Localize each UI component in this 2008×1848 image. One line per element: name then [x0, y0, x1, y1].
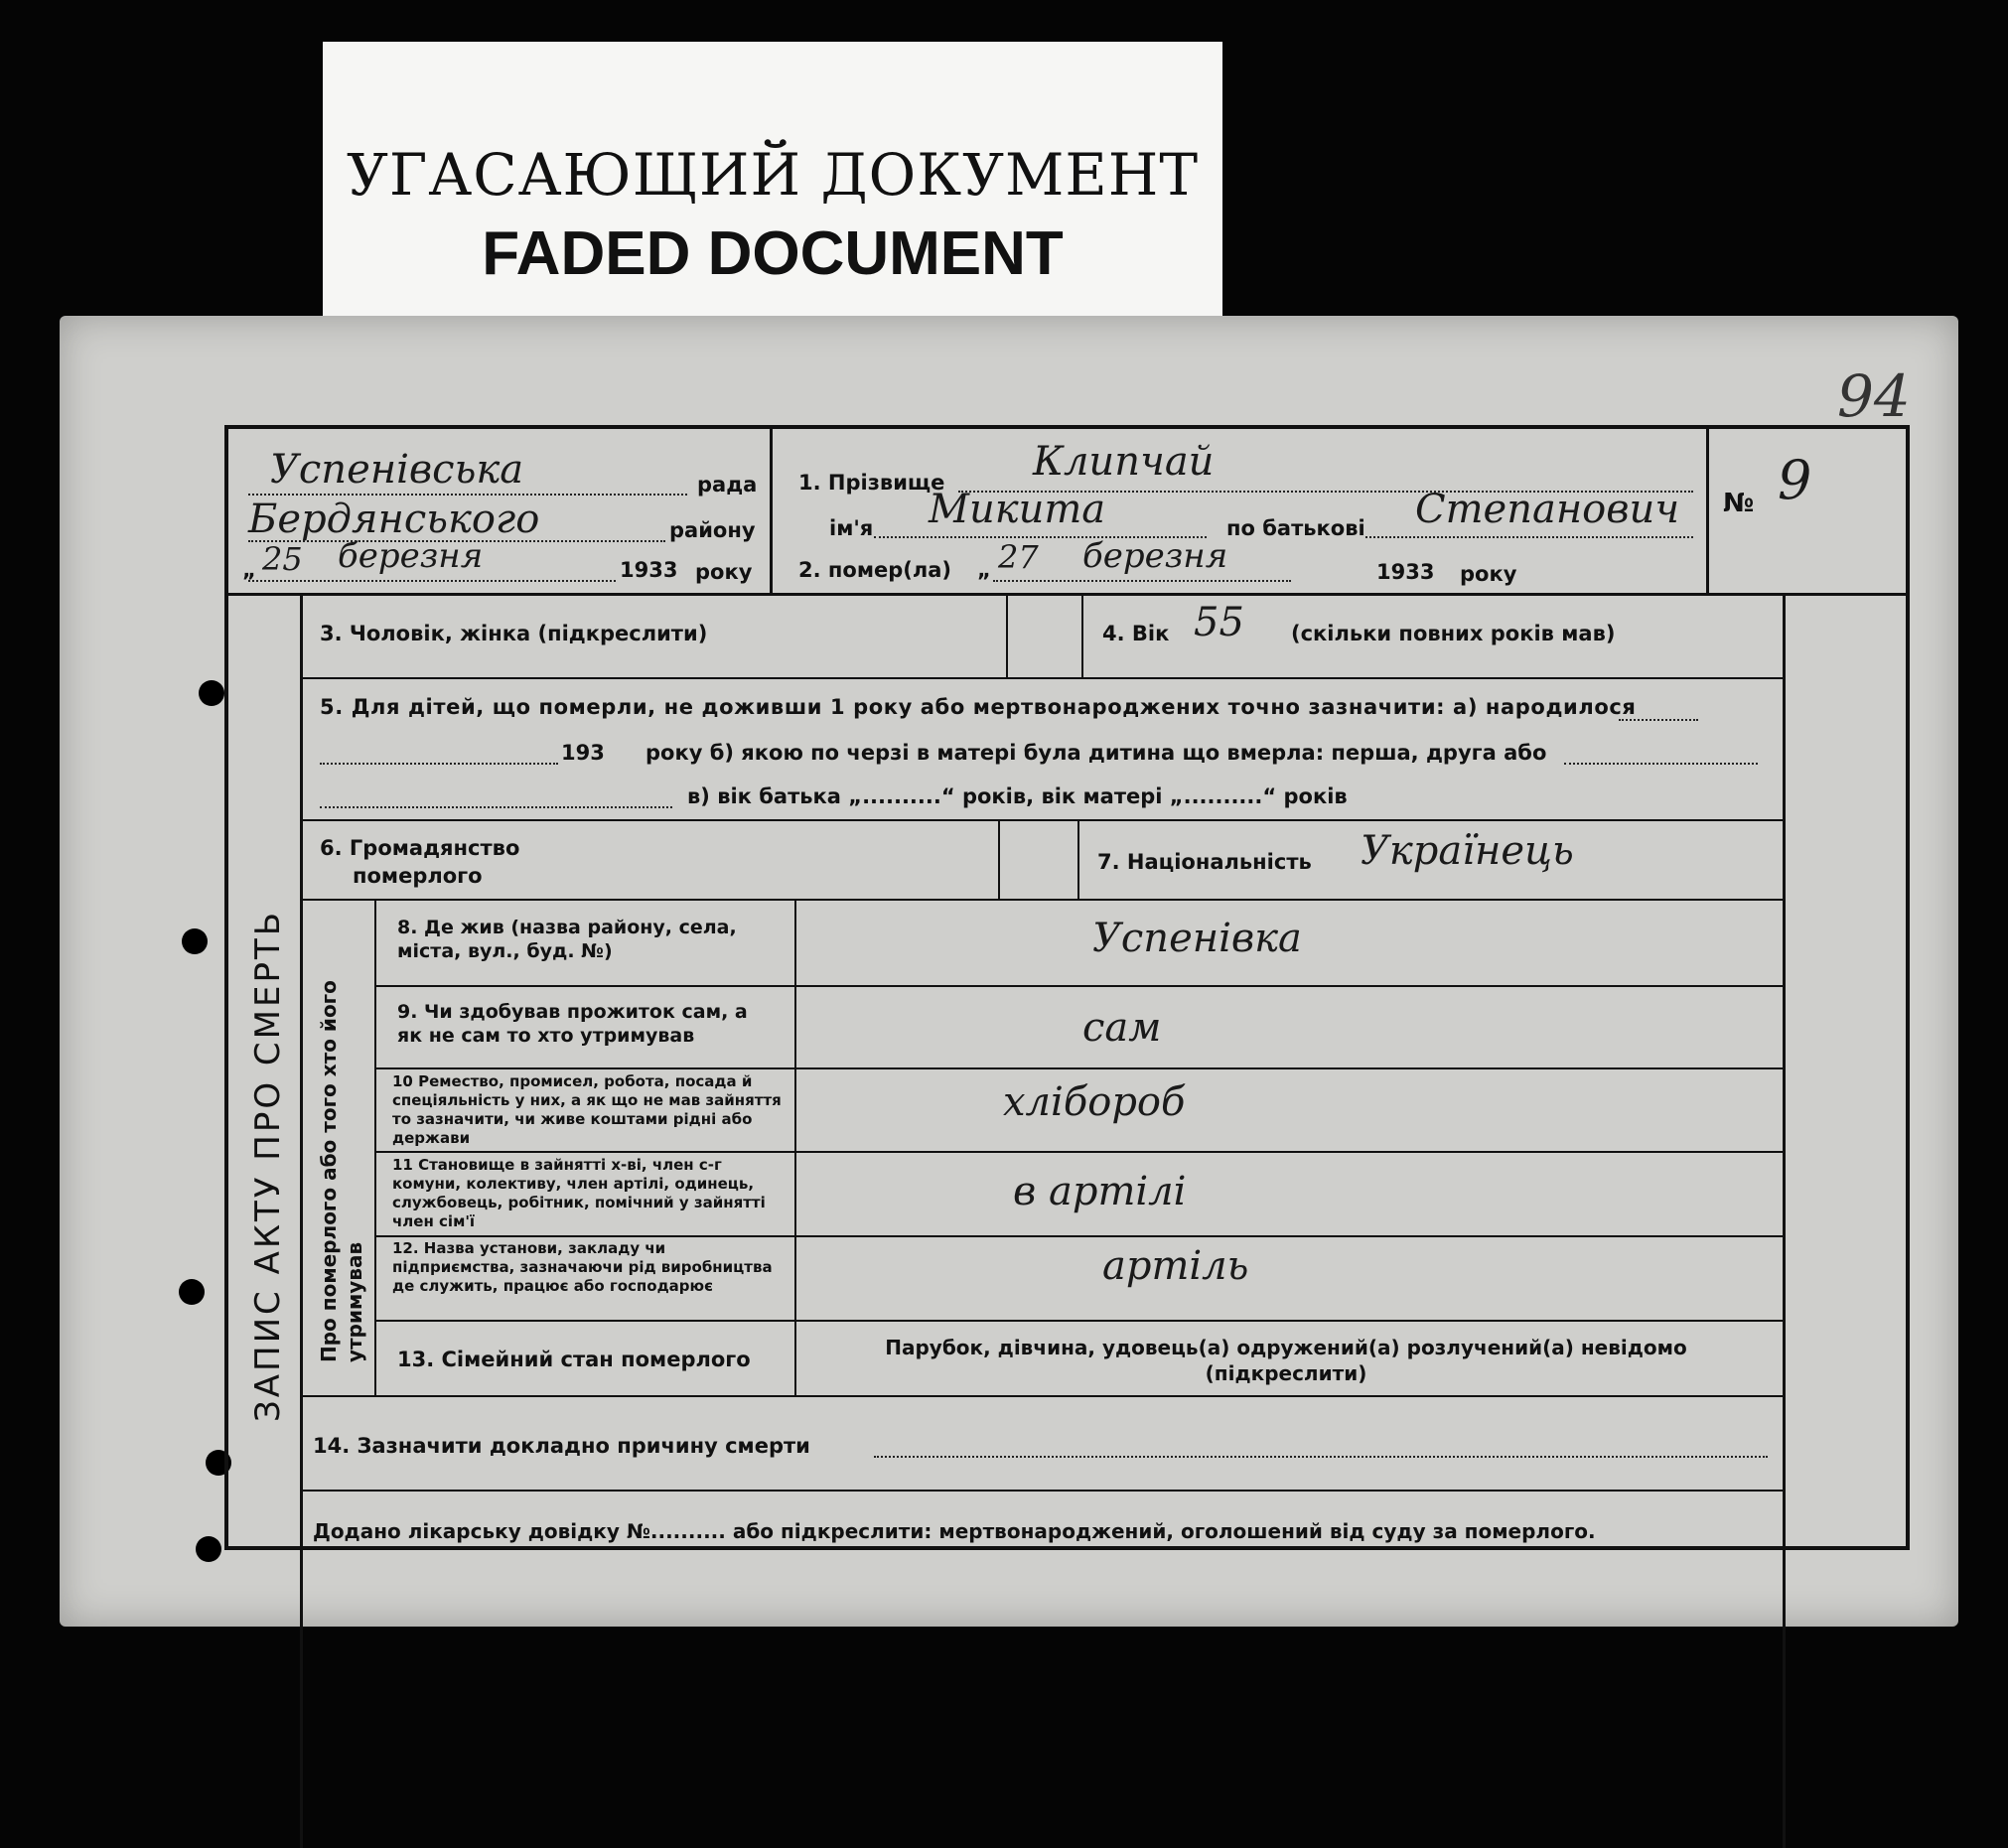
rayon-value: Бердянського — [248, 497, 540, 542]
death-open-quote: „ — [977, 558, 991, 582]
punch-hole — [182, 928, 208, 954]
patronymic-value: Степанович — [1415, 487, 1680, 532]
surname-label: 1. Прізвище — [798, 471, 945, 495]
footer-note: Додано лікарську довідку №.......... або підкреслити: мертвонароджений, оголошений від суду за померлого. — [313, 1519, 1596, 1543]
death-month: березня — [1082, 536, 1228, 576]
punch-hole — [179, 1279, 205, 1305]
field-9-label: 9. Чи здобував прожиток сам, а як не сам то хто утримував — [397, 1001, 748, 1047]
record-number-label: № — [1723, 489, 1755, 518]
date-day: 25 — [262, 540, 303, 578]
field-9-value: сам — [1082, 1005, 1162, 1051]
punch-hole — [199, 680, 224, 706]
date-month: березня — [338, 536, 484, 576]
punch-hole — [196, 1536, 221, 1562]
field-12-label: 12. Назва установи, закладу чи підприємства, зазначаючи рід виробництва де служить, працює або господарює — [392, 1239, 773, 1295]
rada-value: Успенівська — [270, 447, 524, 493]
death-year: 1933 — [1376, 560, 1435, 584]
field-12-value: артіль — [1102, 1243, 1249, 1289]
stamp-text-ru: УГАСАЮЩИЙ ДОКУМЕНТ — [346, 141, 1200, 209]
field-5-line3: в) вік батька „..........“ років, вік матері „..........“ років — [687, 784, 1348, 808]
field-4-age-value: 55 — [1194, 600, 1244, 645]
field-10-value: хлібороб — [1003, 1079, 1186, 1125]
field-5-line2: року б) якою по черзі в матері була дитина що вмерла: перша, друга або — [645, 741, 1547, 765]
side-group-label: Про померлого або того хто його утримував — [317, 980, 366, 1362]
death-record-form — [224, 425, 1910, 1550]
field-14-cause: 14. Зазначити докладно причину смерти — [313, 1434, 810, 1458]
faded-document-stamp — [323, 42, 1222, 318]
date-rik: року — [695, 560, 753, 584]
name-label: ім'я — [829, 516, 874, 540]
rada-label: рада — [697, 473, 758, 497]
folio-number: 94 — [1837, 362, 1911, 430]
death-rik: року — [1460, 562, 1517, 586]
name-value: Микита — [929, 487, 1106, 532]
field-3-sex: 3. Чоловік, жінка (підкреслити) — [320, 622, 708, 645]
record-number-value: 9 — [1778, 449, 1812, 511]
field-5-line1: 5. Для дітей, що померли, не доживши 1 року або мертвонароджених точно зазначити: а) народилося — [320, 695, 1637, 719]
field-13-label: 13. Сімейний стан померлого — [397, 1348, 751, 1371]
field-6-citizenship: 6. Громадянство — [320, 836, 520, 860]
field-4-age-label: 4. Вік — [1102, 622, 1170, 645]
surname-value: Клипчай — [1033, 439, 1215, 485]
stamp-text-en: FADED DOCUMENT — [482, 219, 1064, 288]
death-label: 2. помер(ла) — [798, 558, 952, 582]
date-year: 1933 — [620, 558, 678, 582]
field-8-value: Успенівка — [1092, 916, 1302, 961]
field-11-label: 11 Становище в зайнятті х-ві, член с-г комуни, колективу, член артілі, одинець, службовець, робітник, помічний у зайнятті член сім'ї — [392, 1156, 766, 1230]
field-8-label: 8. Де жив (назва району, села, міста, вул., буд. №) — [397, 917, 737, 962]
date-open-quote: „ — [242, 558, 256, 582]
field-10-label: 10 Ремество, промисел, робота, посада й спеціяльність у них, а як що не мав зайняття то зазначити, чи живе коштами рідні або держави — [392, 1072, 782, 1147]
field-6-citizenship-b: померлого — [353, 864, 483, 888]
side-title: ЗАПИС АКТУ ПРО СМЕРТЬ — [248, 909, 288, 1422]
field-11-value: в артілі — [1013, 1169, 1187, 1214]
patronymic-label: по батькові — [1226, 516, 1365, 540]
field-13-options: Парубок, дівчина, удовець(а) одружений(а) розлучений(а) невідомо (підкреслити) — [885, 1336, 1687, 1385]
field-7-nationality-label: 7. Національність — [1097, 850, 1312, 874]
field-7-nationality-value: Українець — [1361, 828, 1574, 874]
rayon-label: району — [669, 518, 756, 542]
field-4-age-suffix: (скільки повних років мав) — [1291, 622, 1616, 645]
field-5-line2-year: 193 — [561, 741, 605, 765]
death-day: 27 — [998, 538, 1039, 576]
